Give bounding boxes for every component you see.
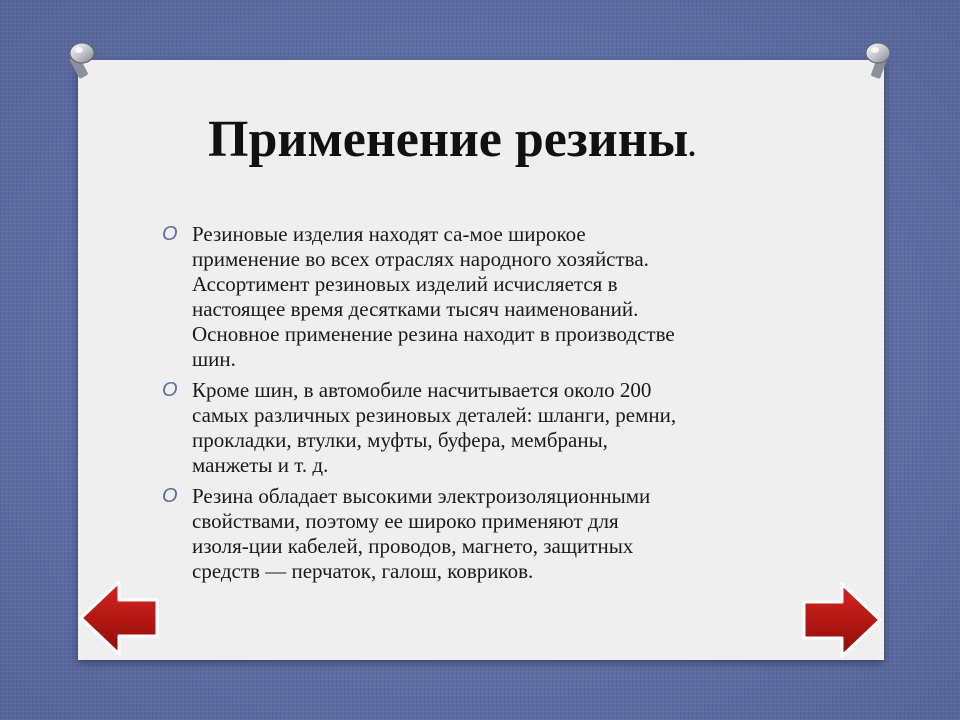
arrow-right-icon[interactable] (800, 580, 884, 660)
bullet-marker: O (162, 379, 178, 401)
slide-title-period: . (688, 130, 696, 163)
list-item (162, 222, 782, 372)
bullet-text: Резиновые изделия находят са-мое широкое применение во всех отраслях народного хозяйства. Ассортимент резиновых изделий исчисляется в настоящее время десятками тысяч наименований. Основное применение резина находит в производстве шин. (192, 222, 675, 371)
slide-card (78, 60, 884, 660)
bullet-marker: O (162, 485, 178, 507)
list-item (162, 484, 782, 584)
pushpin-icon (860, 40, 894, 82)
slide-title (208, 110, 696, 177)
bullet-marker: O (162, 223, 178, 245)
list-item (162, 378, 782, 478)
bullet-list (162, 222, 782, 590)
bullet-text: Резина обладает высокими электроизоляционными свойствами, поэтому ее широко применяют для изоля-ции кабелей, проводов, магнето, защитных средств — перчаток, галош, ковриков. (192, 484, 651, 583)
bullet-text: Кроме шин, в автомобиле насчитывается около 200 самых различных резиновых деталей: шланги, ремни, прокладки, втулки, муфты, буфера, мембраны, манжеты и т. д. (192, 378, 677, 477)
pushpin-icon (67, 40, 101, 82)
arrow-left-icon[interactable] (77, 578, 161, 658)
slide-title-text: Применение резины (208, 111, 689, 168)
